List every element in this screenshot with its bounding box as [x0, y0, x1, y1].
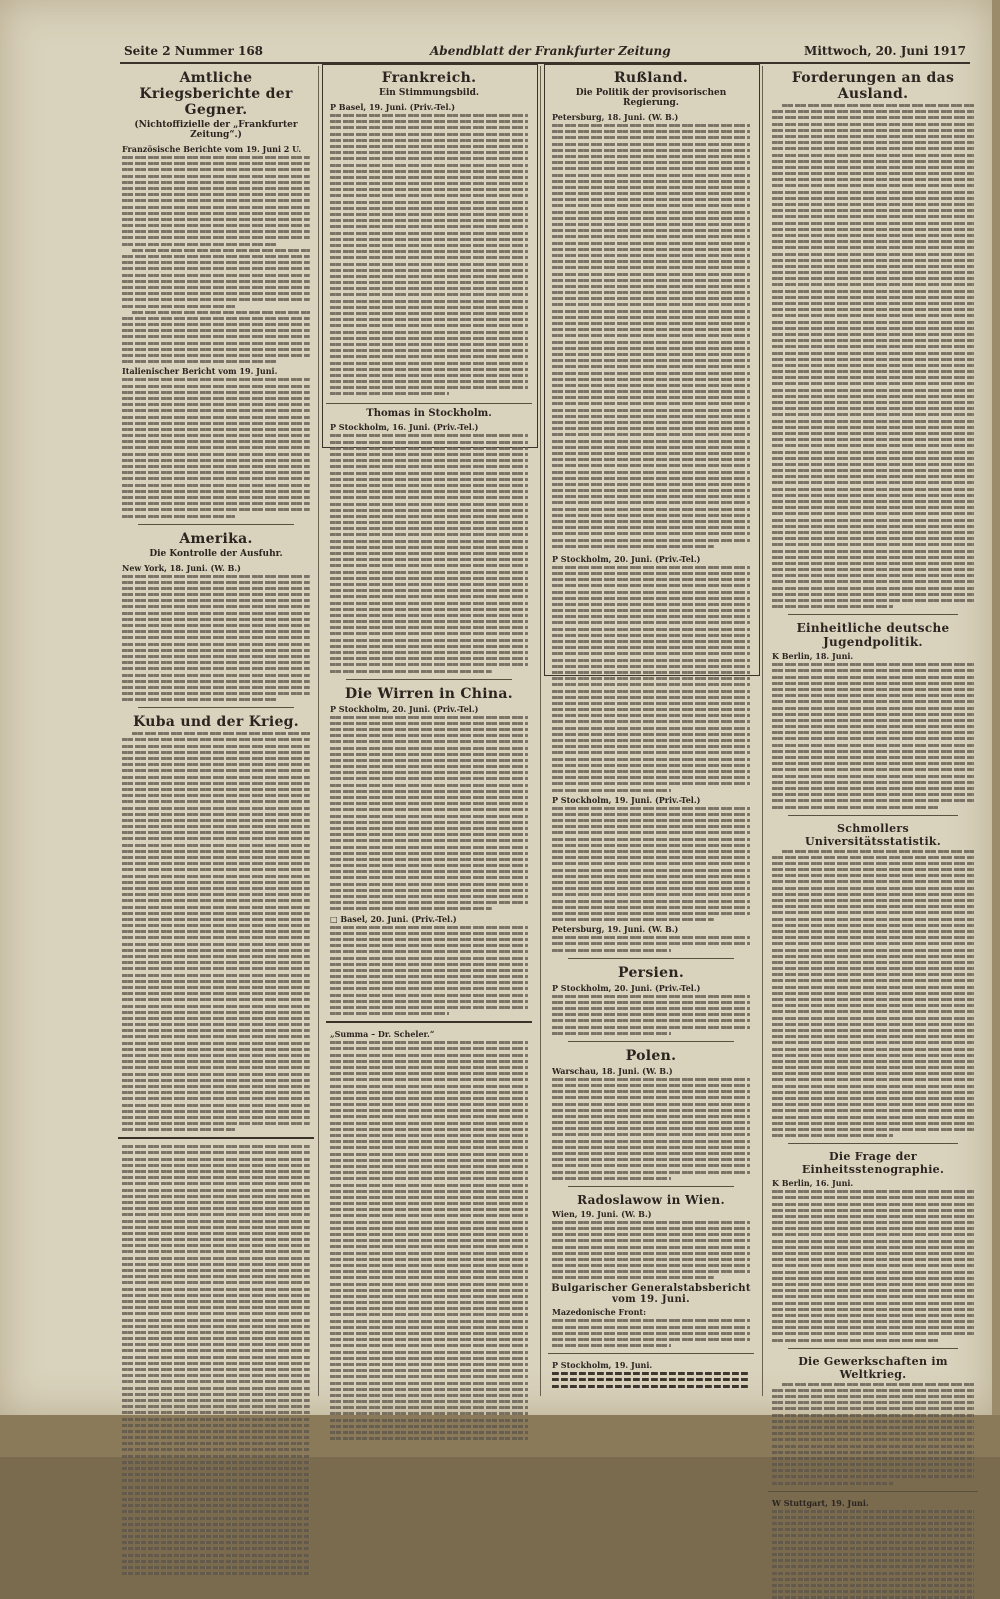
column-4 — [768, 66, 978, 1508]
dateline: W Stuttgart, 19. Juni. — [772, 1497, 869, 1508]
article-body — [772, 1383, 974, 1485]
headline-cuba: Kuba und der Krieg. — [133, 714, 299, 731]
headline-france: Frankreich. — [381, 70, 477, 86]
article-body — [772, 104, 974, 608]
column-rule — [318, 66, 319, 1396]
article-body — [772, 1190, 974, 1342]
dateline: P Stockholm, 16. Juni. (Priv.-Tel.) — [330, 422, 479, 433]
article-body — [552, 124, 750, 548]
dateline: Petersburg, 19. Juni. (W. B.) — [552, 924, 679, 935]
article-body — [552, 566, 750, 792]
article-body — [552, 995, 750, 1035]
subheadline: (Nichtoffizielle der „Frankfurter Zeitung“.) — [134, 120, 298, 140]
dateline: □ Basel, 20. Juni. (Priv.-Tel.) — [330, 913, 457, 924]
headline-persia: Persien. — [618, 964, 684, 981]
article-body — [122, 575, 310, 702]
dateline: Petersburg, 18. Juni. (W. B.) — [552, 112, 679, 122]
article-body — [330, 926, 528, 1016]
subheadline: Ein Stimmungsbild. — [378, 88, 480, 98]
page-number: Seite 2 Nummer 168 — [124, 44, 264, 58]
article-body — [330, 434, 528, 672]
feuilleton-body — [122, 1145, 310, 1575]
column-3 — [548, 66, 754, 1396]
subheadline: Die Kontrolle der Ausfuhr. — [149, 548, 283, 559]
article-body — [122, 732, 310, 1131]
dateline: K Berlin, 18. Juni. — [772, 651, 854, 662]
headline-radoslawow: Radoslawow in Wien. — [577, 1192, 725, 1207]
dateline: Französische Berichte vom 19. Juni 2 U. — [122, 144, 302, 154]
article-body — [330, 716, 528, 911]
headline-official-reports: Amtliche Kriegsberichte der Gegner. — [139, 70, 293, 118]
feuilleton-body — [330, 1041, 528, 1440]
column-2 — [326, 66, 532, 1396]
article-body — [552, 1078, 750, 1180]
feuilleton-dateline: „Summa – Dr. Scheler.“ — [330, 1029, 435, 1040]
dateline: Warschau, 18. Juni. (W. B.) — [552, 1065, 673, 1076]
column-1 — [118, 66, 314, 1396]
column-rule — [762, 66, 763, 1396]
article-body — [552, 807, 750, 921]
dateline: P Stockholm, 20. Juni. (Priv.-Tel.) — [552, 982, 701, 993]
dateline: P Stockholm, 20. Juni. (Priv.-Tel.) — [552, 553, 701, 564]
subheadline-thomas: Thomas in Stockholm. — [366, 408, 492, 420]
dateline: Italienischer Bericht vom 19. Juni. — [122, 366, 278, 377]
article-body — [772, 663, 974, 808]
article-body — [122, 156, 310, 363]
headline-unions-world-war: Die Gewerkschaften im Weltkrieg. — [798, 1354, 948, 1381]
headline-america: Amerika. — [179, 530, 253, 547]
subheadline: Die Politik der provisorischen Regierung. — [575, 88, 727, 108]
article-body — [552, 936, 750, 951]
dateline: P Stockholm, 19. Juni. — [552, 1360, 653, 1371]
masthead — [120, 40, 970, 64]
headline-youth-policy: Einheitliche deutsche Jugendpolitik. — [796, 621, 950, 650]
headline-stenography: Die Frage der Einheitsstenographie. — [801, 1150, 945, 1177]
issue-date: Mittwoch, 20. Juni 1917 — [804, 44, 966, 58]
newspaper-name: Abendblatt der Frankfurter Zeitung — [430, 44, 671, 58]
headline-university-statistics: Schmollers Universitätsstatistik. — [805, 821, 941, 848]
article-body — [772, 1510, 974, 1599]
dateline: P Stockholm, 20. Juni. (Priv.-Tel.) — [330, 703, 479, 714]
dateline: K Berlin, 16. Juni. — [772, 1178, 854, 1189]
article-body — [552, 1319, 750, 1347]
article-body — [772, 850, 974, 1138]
headline-poland: Polen. — [625, 1047, 677, 1064]
dateline: P Stockholm, 19. Juni. (Priv.-Tel.) — [552, 794, 701, 805]
column-rule — [540, 66, 541, 1396]
headline-bulgarian-report: Bulgarischer Generalstabsbericht vom 19. Juni. — [551, 1283, 751, 1306]
dateline: Mazedonische Front: — [552, 1307, 647, 1318]
article-body — [122, 378, 310, 517]
headline-russia: Rußland. — [613, 70, 689, 86]
article-body — [552, 1221, 750, 1280]
article-body — [552, 1372, 750, 1387]
dateline: New York, 18. Juni. (W. B.) — [122, 562, 241, 573]
headline-demands-abroad: Forderungen an das Ausland. — [791, 70, 955, 102]
article-body — [330, 114, 528, 395]
headline-china: Die Wirren in China. — [345, 685, 513, 702]
page-edge — [992, 0, 1000, 1415]
dateline: P Basel, 19. Juni. (Priv.-Tel.) — [330, 102, 456, 112]
dateline: Wien, 19. Juni. (W. B.) — [552, 1208, 652, 1219]
